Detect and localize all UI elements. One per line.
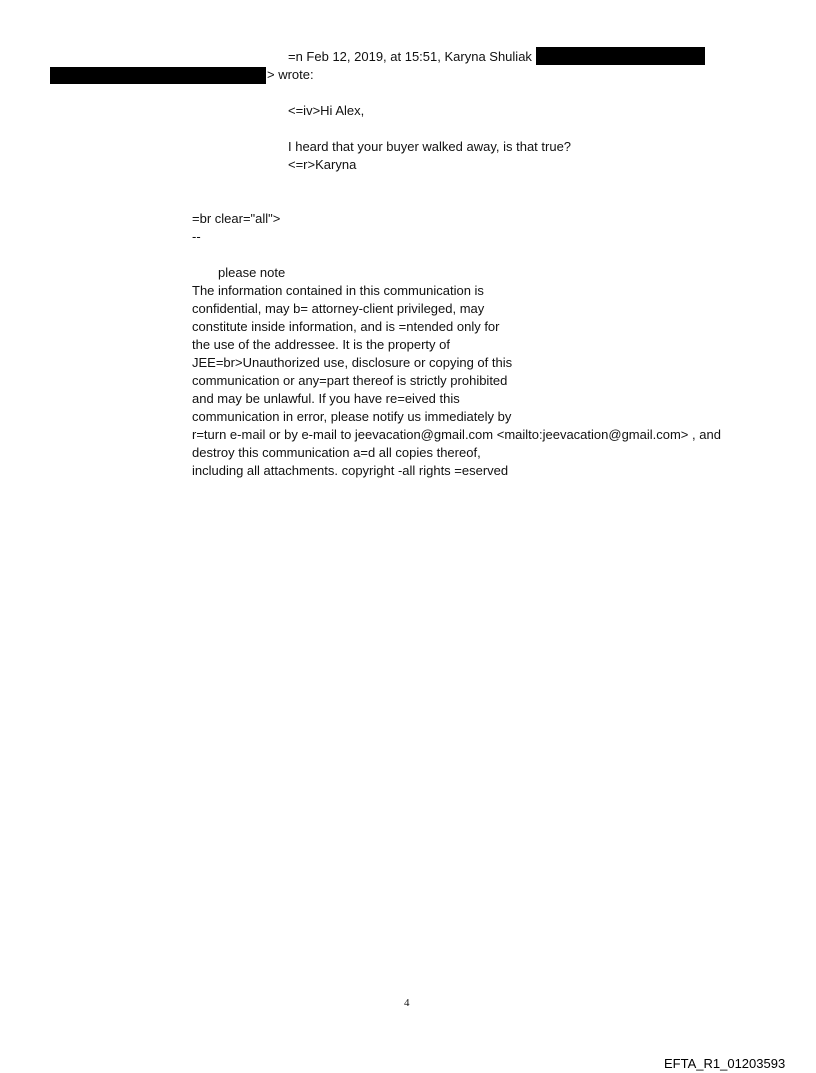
bates-number: EFTA_R1_01203593 <box>664 1056 786 1071</box>
disclaimer-line: including all attachments. copyright -all rights =eserved <box>192 463 509 478</box>
quote-header-line1: =n Feb 12, 2019, at 15:51, Karyna Shuliak <box>288 49 532 64</box>
disclaimer-line: The information contained in this communication is <box>192 283 484 298</box>
disclaimer-line: r=turn e-mail or by e-mail to jeevacation@gmail.com <mailto:jeevacation@gmail.com> , and <box>192 427 721 442</box>
email-signature: <=r>Karyna <box>288 157 357 172</box>
disclaimer-line: and may be unlawful. If you have re=eived this <box>192 391 460 406</box>
markup-residue-br: =br clear="all"> <box>192 211 281 226</box>
disclaimer-line: communication or any=part thereof is strictly prohibited <box>192 373 508 388</box>
page-number: 4 <box>404 997 410 1009</box>
markup-residue-dashes: -- <box>192 229 201 244</box>
disclaimer-line: constitute inside information, and is =ntended only for <box>192 319 500 334</box>
redaction-box-email-address <box>536 47 705 65</box>
disclaimer-line: confidential, may b= attorney-client privileged, may <box>192 301 485 316</box>
email-body-line: I heard that your buyer walked away, is that true? <box>288 139 572 154</box>
disclaimer-line: communication in error, please notify us immediately by <box>192 409 512 424</box>
disclaimer-line: JEE=br>Unauthorized use, disclosure or copying of this <box>192 355 513 370</box>
disclaimer-line: the use of the addressee. It is the property of <box>192 337 450 352</box>
disclaimer-line: destroy this communication a=d all copies thereof, <box>192 445 481 460</box>
email-greeting: <=iv>Hi Alex, <box>288 103 365 118</box>
redaction-box-email-address-continued <box>50 67 266 84</box>
disclaimer-heading: please note <box>218 265 286 280</box>
quote-header-line2: > wrote: <box>267 67 314 82</box>
